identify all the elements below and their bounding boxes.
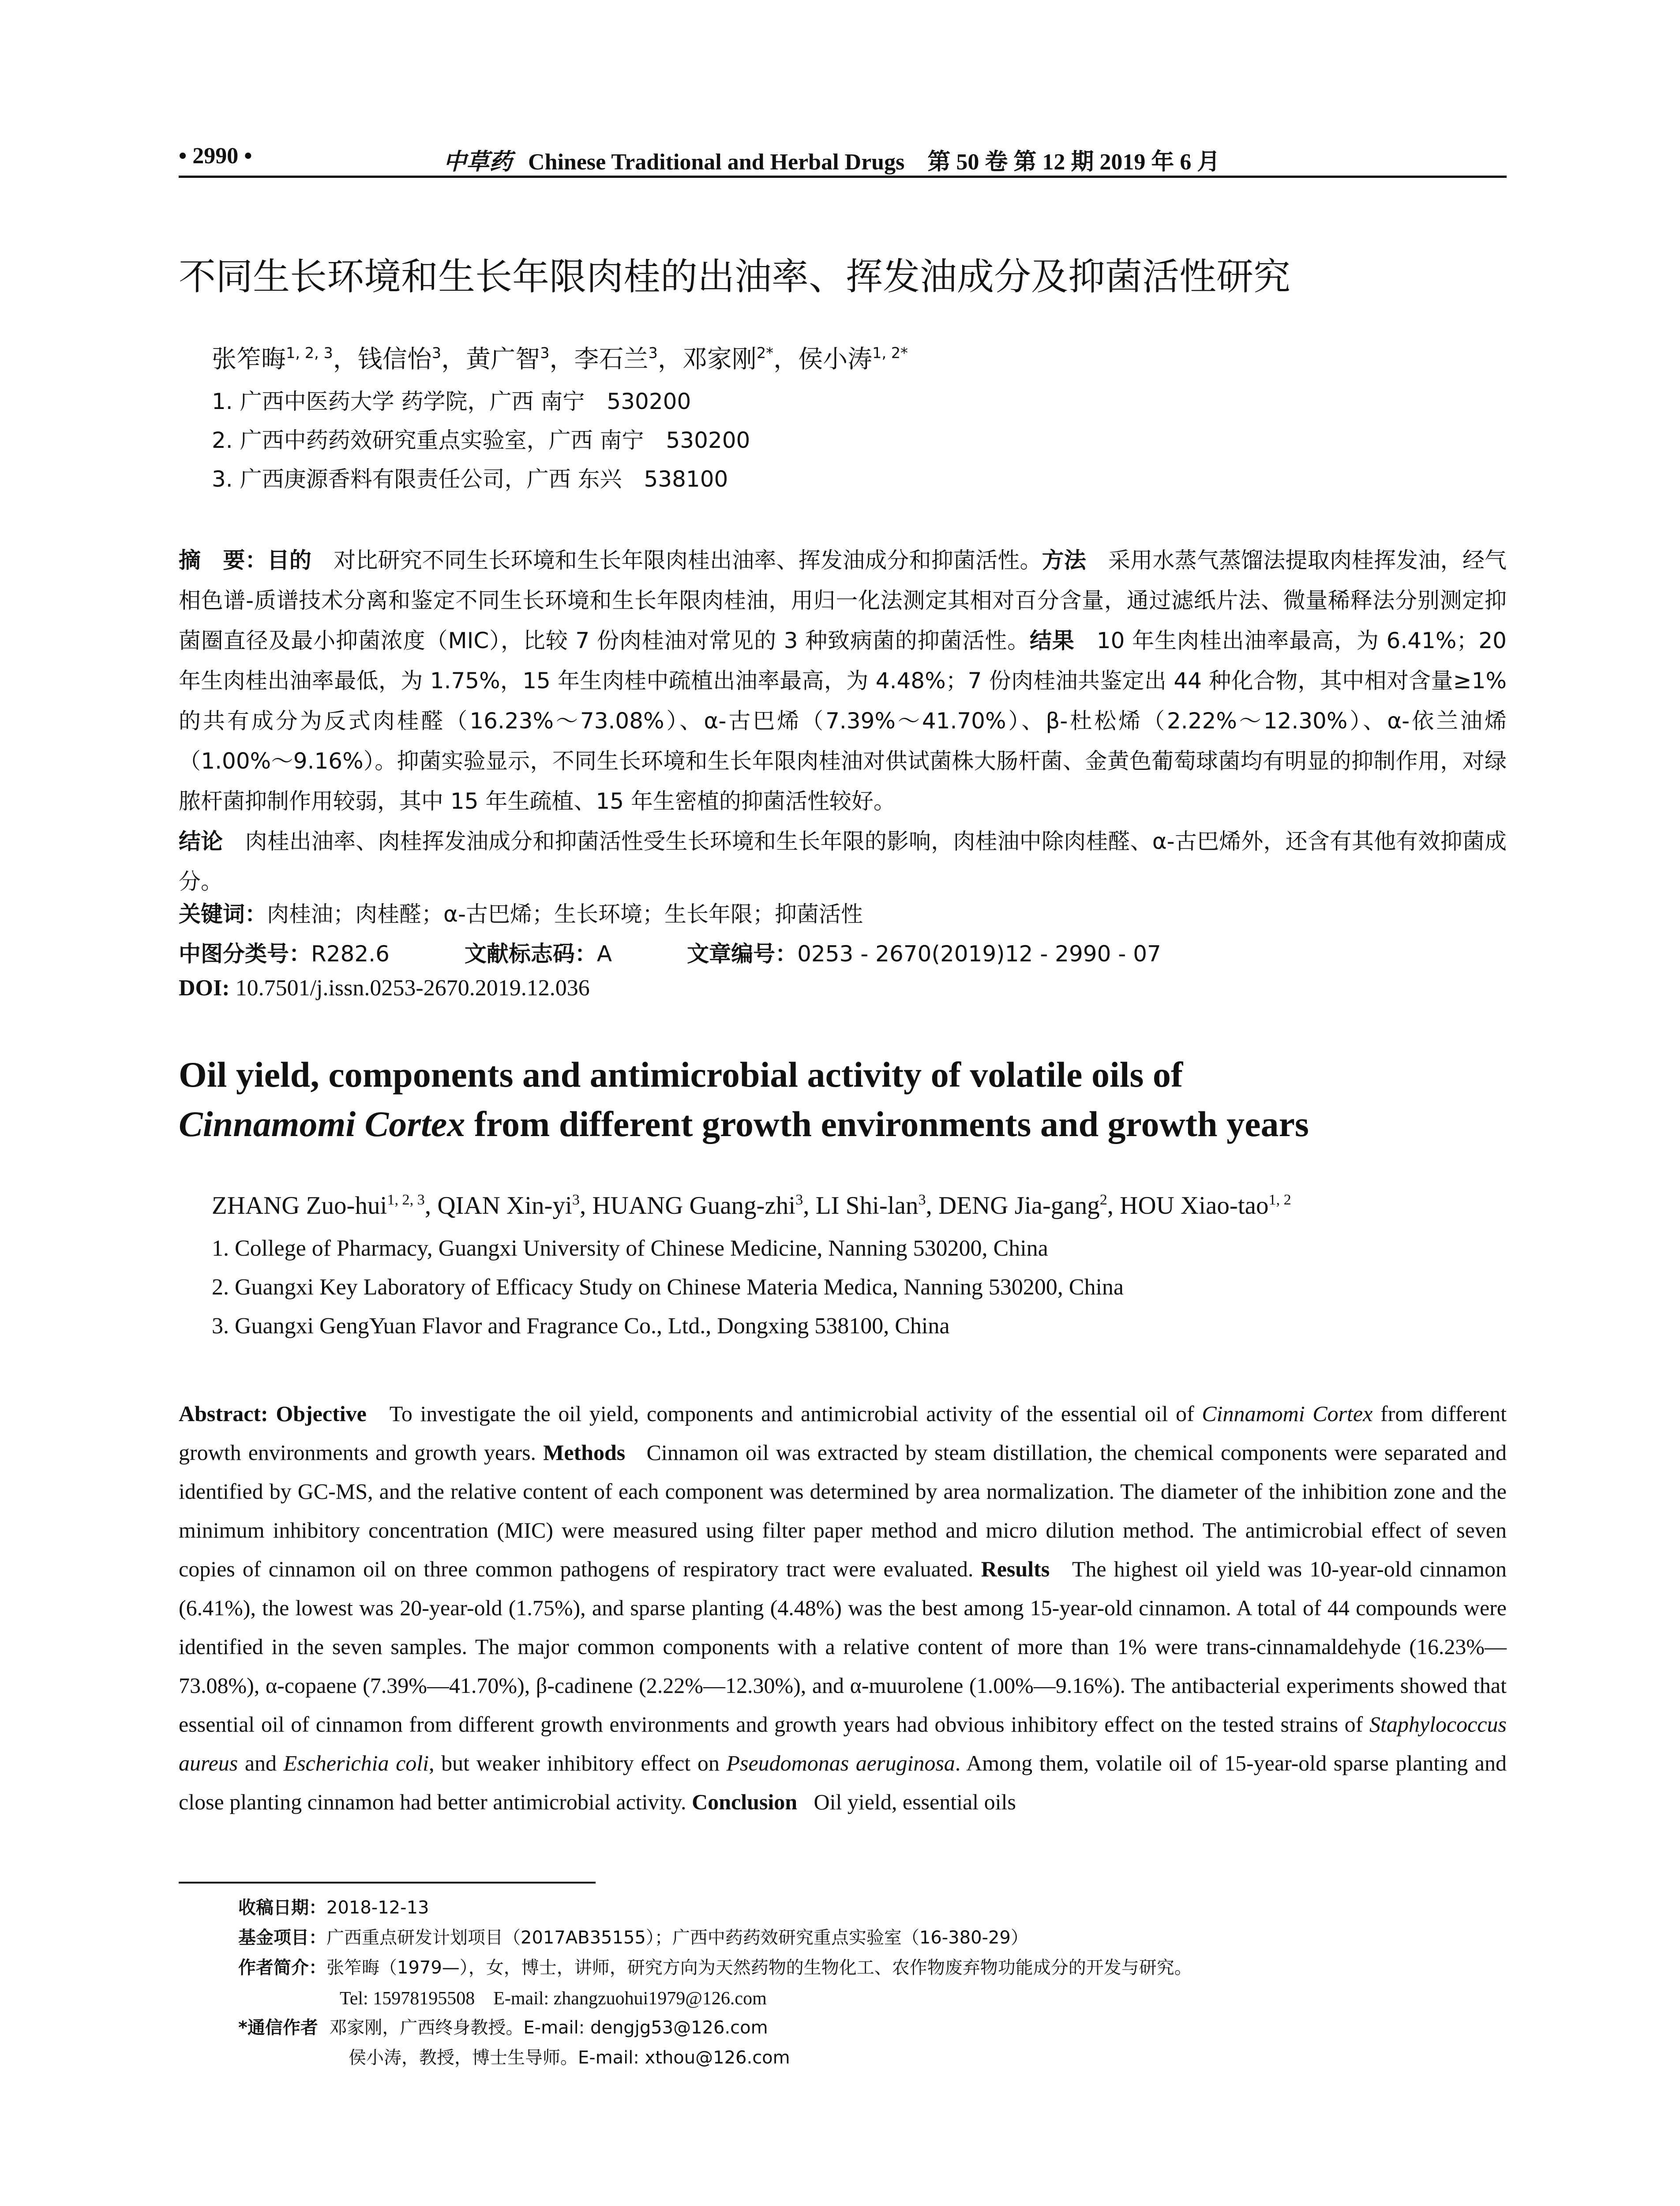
conclusion-text-en: Oil yield, essential oils <box>814 1790 1016 1814</box>
conclusion-label-cn: 结论 <box>179 829 223 854</box>
title-cn: 不同生长环境和生长年限肉桂的出油率、挥发油成分及抑菌活性研究 <box>179 255 1291 298</box>
author-cn-affiliation-mark: 3 <box>431 344 442 362</box>
authors-cn <box>212 340 908 375</box>
methods-label-en: Methods <box>543 1440 626 1465</box>
author-cn-affiliation-mark: 2* <box>756 344 774 362</box>
objective-label-cn: 目的 <box>267 548 312 573</box>
objective-text-en-b: from different growth environments and growth years. <box>179 1401 1507 1465</box>
author-en-name: LI Shi-lan <box>815 1192 919 1219</box>
keywords-label: 关键词： <box>179 901 267 927</box>
footnote-author-contact: Tel: 15978195508 E-mail: zhangzuohui1979@126.com <box>340 1988 767 2009</box>
author-cn-affiliation-mark: 3 <box>648 344 658 362</box>
author-en-name: ZHANG Zuo-hui <box>212 1192 387 1219</box>
corresponding-1: 邓家刚，广西终身教授。E-mail: dengjg53@126.com <box>329 2018 768 2038</box>
methods-text-en: Cinnamon oil was extracted by steam distillation, the chemical components were separated and identified by GC-MS, and the relative content of each component was determined by area normalization. The diameter of the inhibition zone and the minimum inhibitory concentration (MIC) were measured using filter paper method and micro dilution method. The antimicrobial effect of seven copies of cinnamon oil on three common pathogens of respiratory tract were evaluated. <box>179 1440 1507 1581</box>
keywords-line <box>179 897 863 928</box>
footnote-author <box>238 1954 1192 1979</box>
issue-info: 第 50 卷 第 12 期 2019 年 6 月 <box>927 150 1220 175</box>
author-en-separator: , <box>579 1192 592 1219</box>
abstract-objective-label-en: Abstract: Objective <box>179 1401 367 1426</box>
author-en-affiliation-mark: 3 <box>795 1192 803 1208</box>
author-en-affiliation-mark: 1, 2 <box>1268 1192 1291 1208</box>
title-en-part2: from different growth environments and growth years <box>465 1104 1309 1144</box>
doc-code-label: 文献标志码： <box>464 941 597 967</box>
author-en-affiliation-mark: 3 <box>572 1192 580 1208</box>
results-text-en-c: . Among them, volatile oil of 15-year-old sparse planting and close planting cinnamon had better antimicrobial activity. <box>179 1751 1507 1814</box>
methods-text-cn: 采用水蒸气蒸馏法提取肉桂挥发油，经气相色谱-质谱技术分离和鉴定不同生长环境和生长年限肉桂油，用归一化法测定其相对百分含量，通过滤纸片法、微量稀释法分别测定抑菌圈直径及最小抑菌浓度（MIC），比较 7 份肉桂油对常见的 3 种致病菌的抑菌活性。 <box>179 548 1507 653</box>
title-en <box>179 1050 1507 1149</box>
clc-label: 中图分类号： <box>179 941 311 967</box>
conclusion-label-en: Conclusion <box>692 1790 798 1814</box>
author-en-separator: , <box>926 1192 939 1219</box>
author-en-name: DENG Jia-gang <box>938 1192 1100 1219</box>
fund-label: 基金项目： <box>238 1928 326 1948</box>
author-cn-affiliation-mark: 1, 2, 3 <box>286 344 333 362</box>
author-en-name: HOU Xiao-tao <box>1120 1192 1269 1219</box>
authors-en <box>212 1191 1291 1220</box>
methods-label-cn: 方法 <box>1042 548 1086 573</box>
author-cn-separator: ， <box>773 345 799 374</box>
page-number: • 2990 • <box>179 143 252 169</box>
affiliation-cn-2: 2. 广西中药药效研究重点实验室，广西 南宁 530200 <box>212 428 750 453</box>
received-label: 收稿日期： <box>238 1898 326 1918</box>
footnote-corresponding <box>238 2014 768 2039</box>
results-text-cn: 10 年生肉桂出油率最高，为 6.41%；20 年生肉桂出油率最低，为 1.75%，15 年生肉桂中疏植出油率最高，为 4.48%；7 份肉桂油共鉴定出 44 种化合物，其中相对含量≥1%的共有成分为反式肉桂醛（16.23%～73.08%）、α-古巴烯（7.39%～41.70%）、β-杜松烯（2.22%～12.30%）、α-依兰油烯（1.00%～9.16%）。抑菌实验显示，不同生长环境和生长年限肉桂油对供试菌株大肠杆菌、金黄色葡萄球菌均有明显的抑制作用，对绿脓杆菌抑制作用较弱，其中 15 年生疏植、15 年生密植的抑菌活性较好。 <box>179 628 1507 814</box>
objective-text-en-a: To investigate the oil yield, components and antimicrobial activity of the essential oil of <box>389 1401 1202 1426</box>
results-text-en-a: The highest oil yield was 10-year-old cinnamon (6.41%), the lowest was 20-year-old (1.75%), and sparse planting (4.48%) was the best among 15-year-old cinnamon. A total of 44 compounds were identified in the seven samples. The major common components with a relative content of more than 1% were trans-cinnamaldehyde (16.23%—73.08%), α-copaene (7.39%—41.70%), β-cadinene (2.22%—12.30%), and α-muurolene (1.00%—9.16%). The antibacterial experiments showed that essential oil of cinnamon from different growth environments and growth years had obvious inhibitory effect on the tested strains of <box>179 1557 1507 1737</box>
footnote-fund <box>238 1924 1028 1949</box>
author-cn-affiliation-mark: 3 <box>540 344 550 362</box>
keywords: 肉桂油；肉桂醛；α-古巴烯；生长环境；生长年限；抑菌活性 <box>267 901 863 927</box>
author-en-name: QIAN Xin-yi <box>437 1192 572 1219</box>
author-en-affiliation-mark: 2 <box>1099 1192 1107 1208</box>
received-date: 2018-12-13 <box>326 1898 429 1918</box>
journal-name-en: Chinese Traditional and Herbal Drugs <box>528 150 905 175</box>
author-cn-name: 张笮晦 <box>212 345 286 374</box>
author-bio-label: 作者简介： <box>238 1958 326 1978</box>
footnote-rule <box>179 1882 596 1883</box>
results-text-en-and: and <box>238 1751 284 1775</box>
affiliation-cn-3: 3. 广西庚源香料有限责任公司，广西 东兴 538100 <box>212 466 728 492</box>
author-en-separator: , <box>803 1192 816 1219</box>
footnote-corresponding-2: 侯小涛，教授，博士生导师。E-mail: xthou@126.com <box>349 2048 790 2068</box>
species-staph: Staphylococcus aureus <box>179 1712 1507 1775</box>
journal-name-cn: 中草药 <box>443 149 513 175</box>
species-ecoli: Escherichia coli <box>283 1751 429 1775</box>
doi-line <box>179 975 590 1001</box>
author-cn-separator: ， <box>549 345 574 374</box>
author-cn-separator: ， <box>657 345 682 374</box>
results-label-en: Results <box>981 1557 1050 1581</box>
affiliation-en-3: 3. Guangxi GengYuan Flavor and Fragrance Co., Ltd., Dongxing 538100, China <box>212 1313 950 1339</box>
footnote-received <box>238 1894 429 1919</box>
corresponding-label: *通信作者 <box>238 2018 318 2038</box>
author-en-affiliation-mark: 3 <box>918 1192 926 1208</box>
title-en-italic: Cinnamomi Cortex <box>179 1104 465 1144</box>
author-cn-name: 李石兰 <box>574 345 649 374</box>
classification-line <box>179 936 1161 968</box>
author-cn-affiliation-mark: 1, 2* <box>872 344 908 362</box>
author-cn-separator: ， <box>333 345 358 374</box>
author-en-separator: , <box>1107 1192 1120 1219</box>
clc-number: R282.6 <box>311 941 390 967</box>
article-number: 0253 - 2670(2019)12 - 2990 - 07 <box>797 941 1161 967</box>
doi-value[interactable]: 10.7501/j.issn.0253-2670.2019.12.036 <box>235 975 590 1001</box>
affiliation-en-2: 2. Guangxi Key Laboratory of Efficacy Study on Chinese Materia Medica, Nanning 530200, China <box>212 1275 1124 1300</box>
author-bio: 张笮晦（1979—），女，博士，讲师，研究方向为天然药物的生物化工、农作物废弃物功能成分的开发与研究。 <box>326 1958 1192 1978</box>
title-en-part1: Oil yield, components and antimicrobial activity of volatile oils of <box>179 1054 1183 1095</box>
species-pseudomonas: Pseudomonas aeruginosa <box>726 1751 955 1775</box>
author-cn-name: 黄广智 <box>466 345 540 374</box>
results-label-cn: 结果 <box>1030 628 1075 653</box>
objective-text-en-italic: Cinnamomi Cortex <box>1202 1401 1373 1426</box>
author-cn-name: 侯小涛 <box>798 345 873 374</box>
fund-text: 广西重点研发计划项目（2017AB35155）；广西中药药效研究重点实验室（16-380-29） <box>326 1928 1028 1948</box>
conclusion-text-cn: 肉桂出油率、肉桂挥发油成分和抑菌活性受生长环境和生长年限的影响，肉桂油中除肉桂醛、α-古巴烯外，还含有其他有效抑菌成分。 <box>179 829 1507 894</box>
author-cn-name: 邓家刚 <box>682 345 757 374</box>
author-en-affiliation-mark: 1, 2, 3 <box>387 1192 425 1208</box>
abstract-cn <box>179 540 1507 902</box>
doi-label: DOI: <box>179 975 230 1001</box>
author-en-separator: , <box>424 1192 438 1219</box>
running-header <box>179 140 1507 178</box>
affiliation-en-1: 1. College of Pharmacy, Guangxi University of Chinese Medicine, Nanning 530200, China <box>212 1236 1048 1261</box>
abstract-en <box>179 1394 1507 1821</box>
affiliation-cn-1: 1. 广西中医药大学 药学院，广西 南宁 530200 <box>212 389 691 414</box>
article-number-label: 文章编号： <box>687 941 798 967</box>
abstract-label-cn: 摘 要： <box>179 548 267 573</box>
author-en-name: HUANG Guang-zhi <box>592 1192 796 1219</box>
results-text-en-b: , but weaker inhibitory effect on <box>429 1751 727 1775</box>
objective-text-cn: 对比研究不同生长环境和生长年限肉桂出油率、挥发油成分和抑菌活性。 <box>334 548 1042 573</box>
doc-code: A <box>596 941 612 967</box>
author-cn-name: 钱信怡 <box>357 345 432 374</box>
journal-line <box>443 143 1220 176</box>
author-cn-separator: ， <box>441 345 466 374</box>
